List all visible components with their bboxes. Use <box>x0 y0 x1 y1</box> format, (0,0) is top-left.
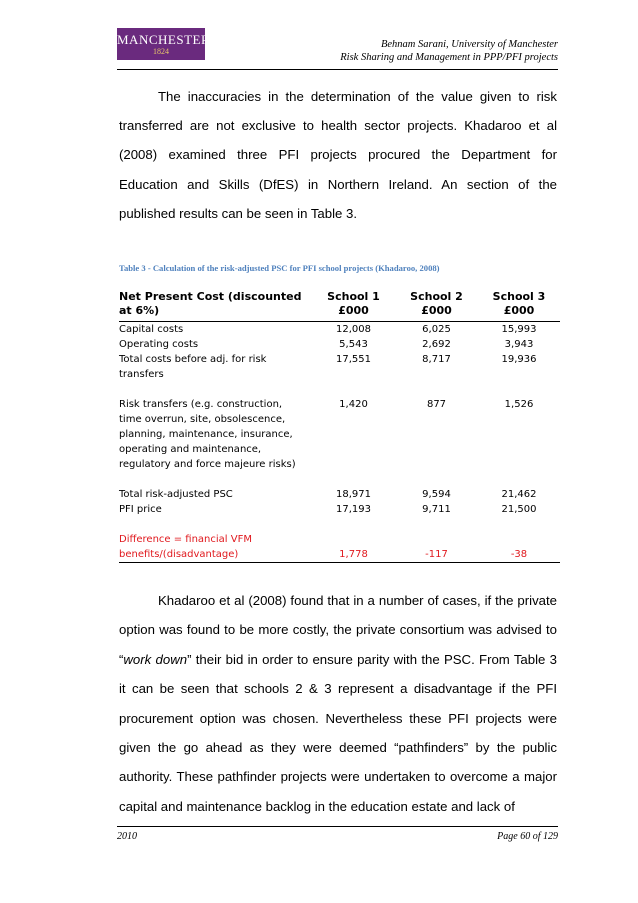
row-label: Total costs before adj. for risk transfers <box>119 354 267 380</box>
col-header-school-2-name: School 2 <box>410 290 463 303</box>
intro-paragraph <box>119 82 557 228</box>
row-label: Operating costs <box>119 339 199 350</box>
col-header-net-present-cost: Net Present Cost (discounted at 6%) <box>119 290 312 322</box>
table-cell: 8,717 <box>422 354 451 365</box>
table-cell: 21,462 <box>501 489 537 500</box>
page-footer <box>117 831 558 842</box>
header-author: Behnam Sarani, University of Manchester <box>380 39 558 50</box>
table-cell: 1,420 <box>339 399 368 410</box>
logo-wordmark: MANCHESTER <box>117 32 211 47</box>
findings-text-before: Khadaroo et al (2008) found that in a number of cases, if the private option was found to be more costly, the private consortium was advised to “ <box>119 593 557 667</box>
table-cell: 12,008 <box>336 324 371 335</box>
col-header-school-1-name: School 1 <box>327 290 380 303</box>
table-cell: 1,526 <box>504 399 534 410</box>
table-row <box>119 352 560 382</box>
table-header-row <box>119 290 560 322</box>
table-spacer <box>119 382 560 397</box>
col-header-school-3-unit: £000 <box>503 304 535 317</box>
table-cell: -38 <box>478 532 560 563</box>
table-cell: 17,551 <box>336 354 371 365</box>
col-header-school-2 <box>395 290 478 322</box>
col-header-school-3 <box>478 290 560 322</box>
header-title: Risk Sharing and Management in PPP/PFI projects <box>340 52 558 63</box>
findings-text-after: ” their bid in order to ensure parity with the PSC. From Table 3 it can be seen that schools 2 & 3 represent a disadvantage if the PFI procurement option was chosen. Nevertheless these PFI projects were given the go ahead as they were deemed “pathfinders” by the public authority. These pathfinder projects were undertaken to overcome a major capital and maintenance backlog in the education estate and lack of <box>119 651 557 814</box>
university-logo <box>117 28 211 60</box>
logo-year: 1824 <box>153 47 169 56</box>
row-label: Difference = financial VFM benefits/(disadvantage) <box>119 532 312 563</box>
table-cell: 1,778 <box>312 532 395 563</box>
table-row <box>119 337 560 352</box>
row-label: Total risk-adjusted PSC <box>119 489 233 500</box>
table-row <box>119 322 560 338</box>
table-cell: 18,971 <box>336 489 371 500</box>
table-row <box>119 397 560 472</box>
table-spacer <box>119 517 560 532</box>
table-cell: 17,193 <box>336 504 371 515</box>
table-cell: 6,025 <box>422 324 451 335</box>
table-cell: 877 <box>426 399 447 410</box>
table-cell: 5,543 <box>339 339 368 350</box>
table-row-difference <box>119 532 560 563</box>
col-header-school-1 <box>312 290 395 322</box>
table-cell: 15,993 <box>501 324 537 335</box>
table-caption: Table 3 - Calculation of the risk-adjusted PSC for PFI school projects (Khadaroo, 2008) <box>119 263 440 273</box>
intro-paragraph-text: The inaccuracies in the determination of the value given to risk transferred are not exclusive to health sector projects. Khadaroo et al (2008) examined three PFI projects procured the Department for Education and Skills (DfES) in Northern Ireland. An section of the published results can be seen in Table 3. <box>119 89 557 221</box>
footer-year: 2010 <box>117 831 137 842</box>
table-cell: 9,711 <box>422 504 451 515</box>
findings-paragraph <box>119 586 557 821</box>
footer-rule <box>117 826 558 827</box>
table-cell: 3,943 <box>504 339 534 350</box>
col-header-school-1-unit: £000 <box>338 304 369 317</box>
table-row <box>119 502 560 517</box>
col-header-school-2-unit: £000 <box>421 304 452 317</box>
row-label: Capital costs <box>119 324 184 335</box>
table-cell: 19,936 <box>501 354 537 365</box>
findings-emphasis: work down <box>123 651 188 667</box>
table-cell: 21,500 <box>501 504 537 515</box>
running-header <box>340 38 558 64</box>
table-cell: -117 <box>395 532 478 563</box>
row-label: Risk transfers (e.g. construction, time overrun, site, obsolescence, planning, maintenance, insurance, operating and maintenance, regulatory and force majeure risks) <box>119 399 296 470</box>
npc-table <box>119 290 560 563</box>
header-rule <box>117 69 558 70</box>
row-label: PFI price <box>119 504 162 515</box>
table-cell: 9,594 <box>422 489 451 500</box>
col-header-school-3-name: School 3 <box>492 290 546 303</box>
footer-page-number: Page 60 of 129 <box>497 831 558 842</box>
table-row <box>119 487 560 502</box>
table-cell: 2,692 <box>422 339 451 350</box>
table-spacer <box>119 472 560 487</box>
